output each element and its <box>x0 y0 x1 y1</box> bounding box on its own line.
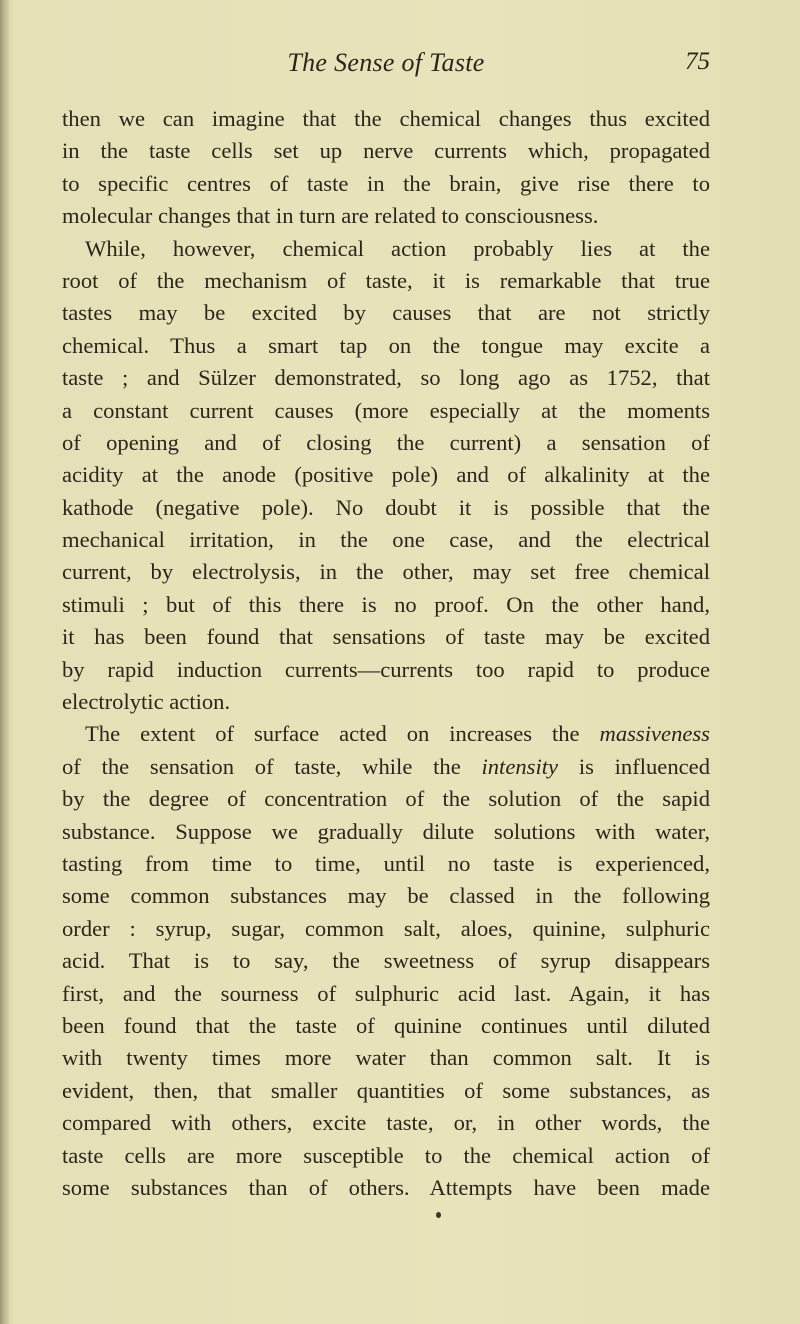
text-line: in the taste cells set up nerve currents which, propagated <box>62 138 710 164</box>
text-line: to specific centres of taste in the brain, give rise there to <box>62 170 710 196</box>
text-line: stimuli ; but of this there is no proof. On the other hand, <box>62 591 710 617</box>
text-line: chemical. Thus a smart tap on the tongue may excite a <box>62 332 710 358</box>
text-line: root of the mechanism of taste, it is remarkable that true <box>62 267 710 293</box>
text-line: evident, then, that smaller quantities of some substances, as <box>62 1077 710 1103</box>
text-line <box>62 751 710 783</box>
body-text <box>62 103 710 1204</box>
text-fragment: The extent of surface acted on increases the <box>85 721 580 747</box>
text-line: electrolytic action. <box>62 689 231 715</box>
text-line: molecular changes that in turn are related to consciousness. <box>62 203 599 229</box>
text-line: kathode (negative pole). No doubt it is possible that the <box>62 494 710 520</box>
running-title: The Sense of Taste <box>287 48 485 77</box>
text-line: by rapid induction currents—currents too rapid to produce <box>62 656 710 682</box>
binding-gutter <box>0 0 10 1324</box>
text-line: order : syrup, sugar, common salt, aloes, quinine, sulphuric <box>62 915 710 941</box>
text-line: some common substances may be classed in the following <box>62 883 710 909</box>
text-line: it has been found that sensations of taste may be excited <box>62 624 710 650</box>
text-line: taste cells are more susceptible to the chemical action of <box>62 1142 710 1168</box>
text-line: mechanical irritation, in the one case, and the electrical <box>62 527 710 553</box>
text-line: tastes may be excited by causes that are not strictly <box>62 300 710 326</box>
text-line: compared with others, excite taste, or, in other words, the <box>62 1110 710 1136</box>
page-number: 75 <box>685 48 710 75</box>
text-line: While, however, chemical action probably lies at the <box>85 235 710 261</box>
text-line: current, by electrolysis, in the other, may set free chemical <box>62 559 710 585</box>
text-line: with twenty times more water than common salt. It is <box>62 1045 710 1071</box>
text-line: substance. Suppose we gradually dilute solutions with water, <box>62 818 710 844</box>
emphasis-massiveness: massiveness <box>599 721 710 747</box>
text-line: then we can imagine that the chemical changes thus excited <box>62 106 710 131</box>
text-fragment: of the sensation of taste, while the <box>62 753 461 779</box>
text-line: been found that the taste of quinine continues until diluted <box>62 1012 710 1038</box>
text-line: by the degree of concentration of the solution of the sapid <box>62 786 710 812</box>
text-line: first, and the sourness of sulphuric acid last. Again, it has <box>62 980 710 1006</box>
text-line: some substances than of others. Attempts have been made <box>62 1174 710 1200</box>
ink-speck <box>436 1212 441 1218</box>
text-line: tasting from time to time, until no taste is experienced, <box>62 850 710 876</box>
page-header <box>62 48 710 88</box>
text-line: acid. That is to say, the sweetness of syrup disappears <box>62 948 710 974</box>
text-line: a constant current causes (more especially at the moments <box>62 397 710 423</box>
text-line <box>62 718 710 750</box>
emphasis-intensity: intensity <box>481 753 559 779</box>
text-fragment: is influenced <box>578 753 710 779</box>
text-line: acidity at the anode (positive pole) and of alkalinity at the <box>62 462 710 488</box>
text-line: of opening and of closing the current) a sensation of <box>62 429 710 455</box>
text-line: taste ; and Sülzer demonstrated, so long ago as 1752, that <box>62 365 710 391</box>
